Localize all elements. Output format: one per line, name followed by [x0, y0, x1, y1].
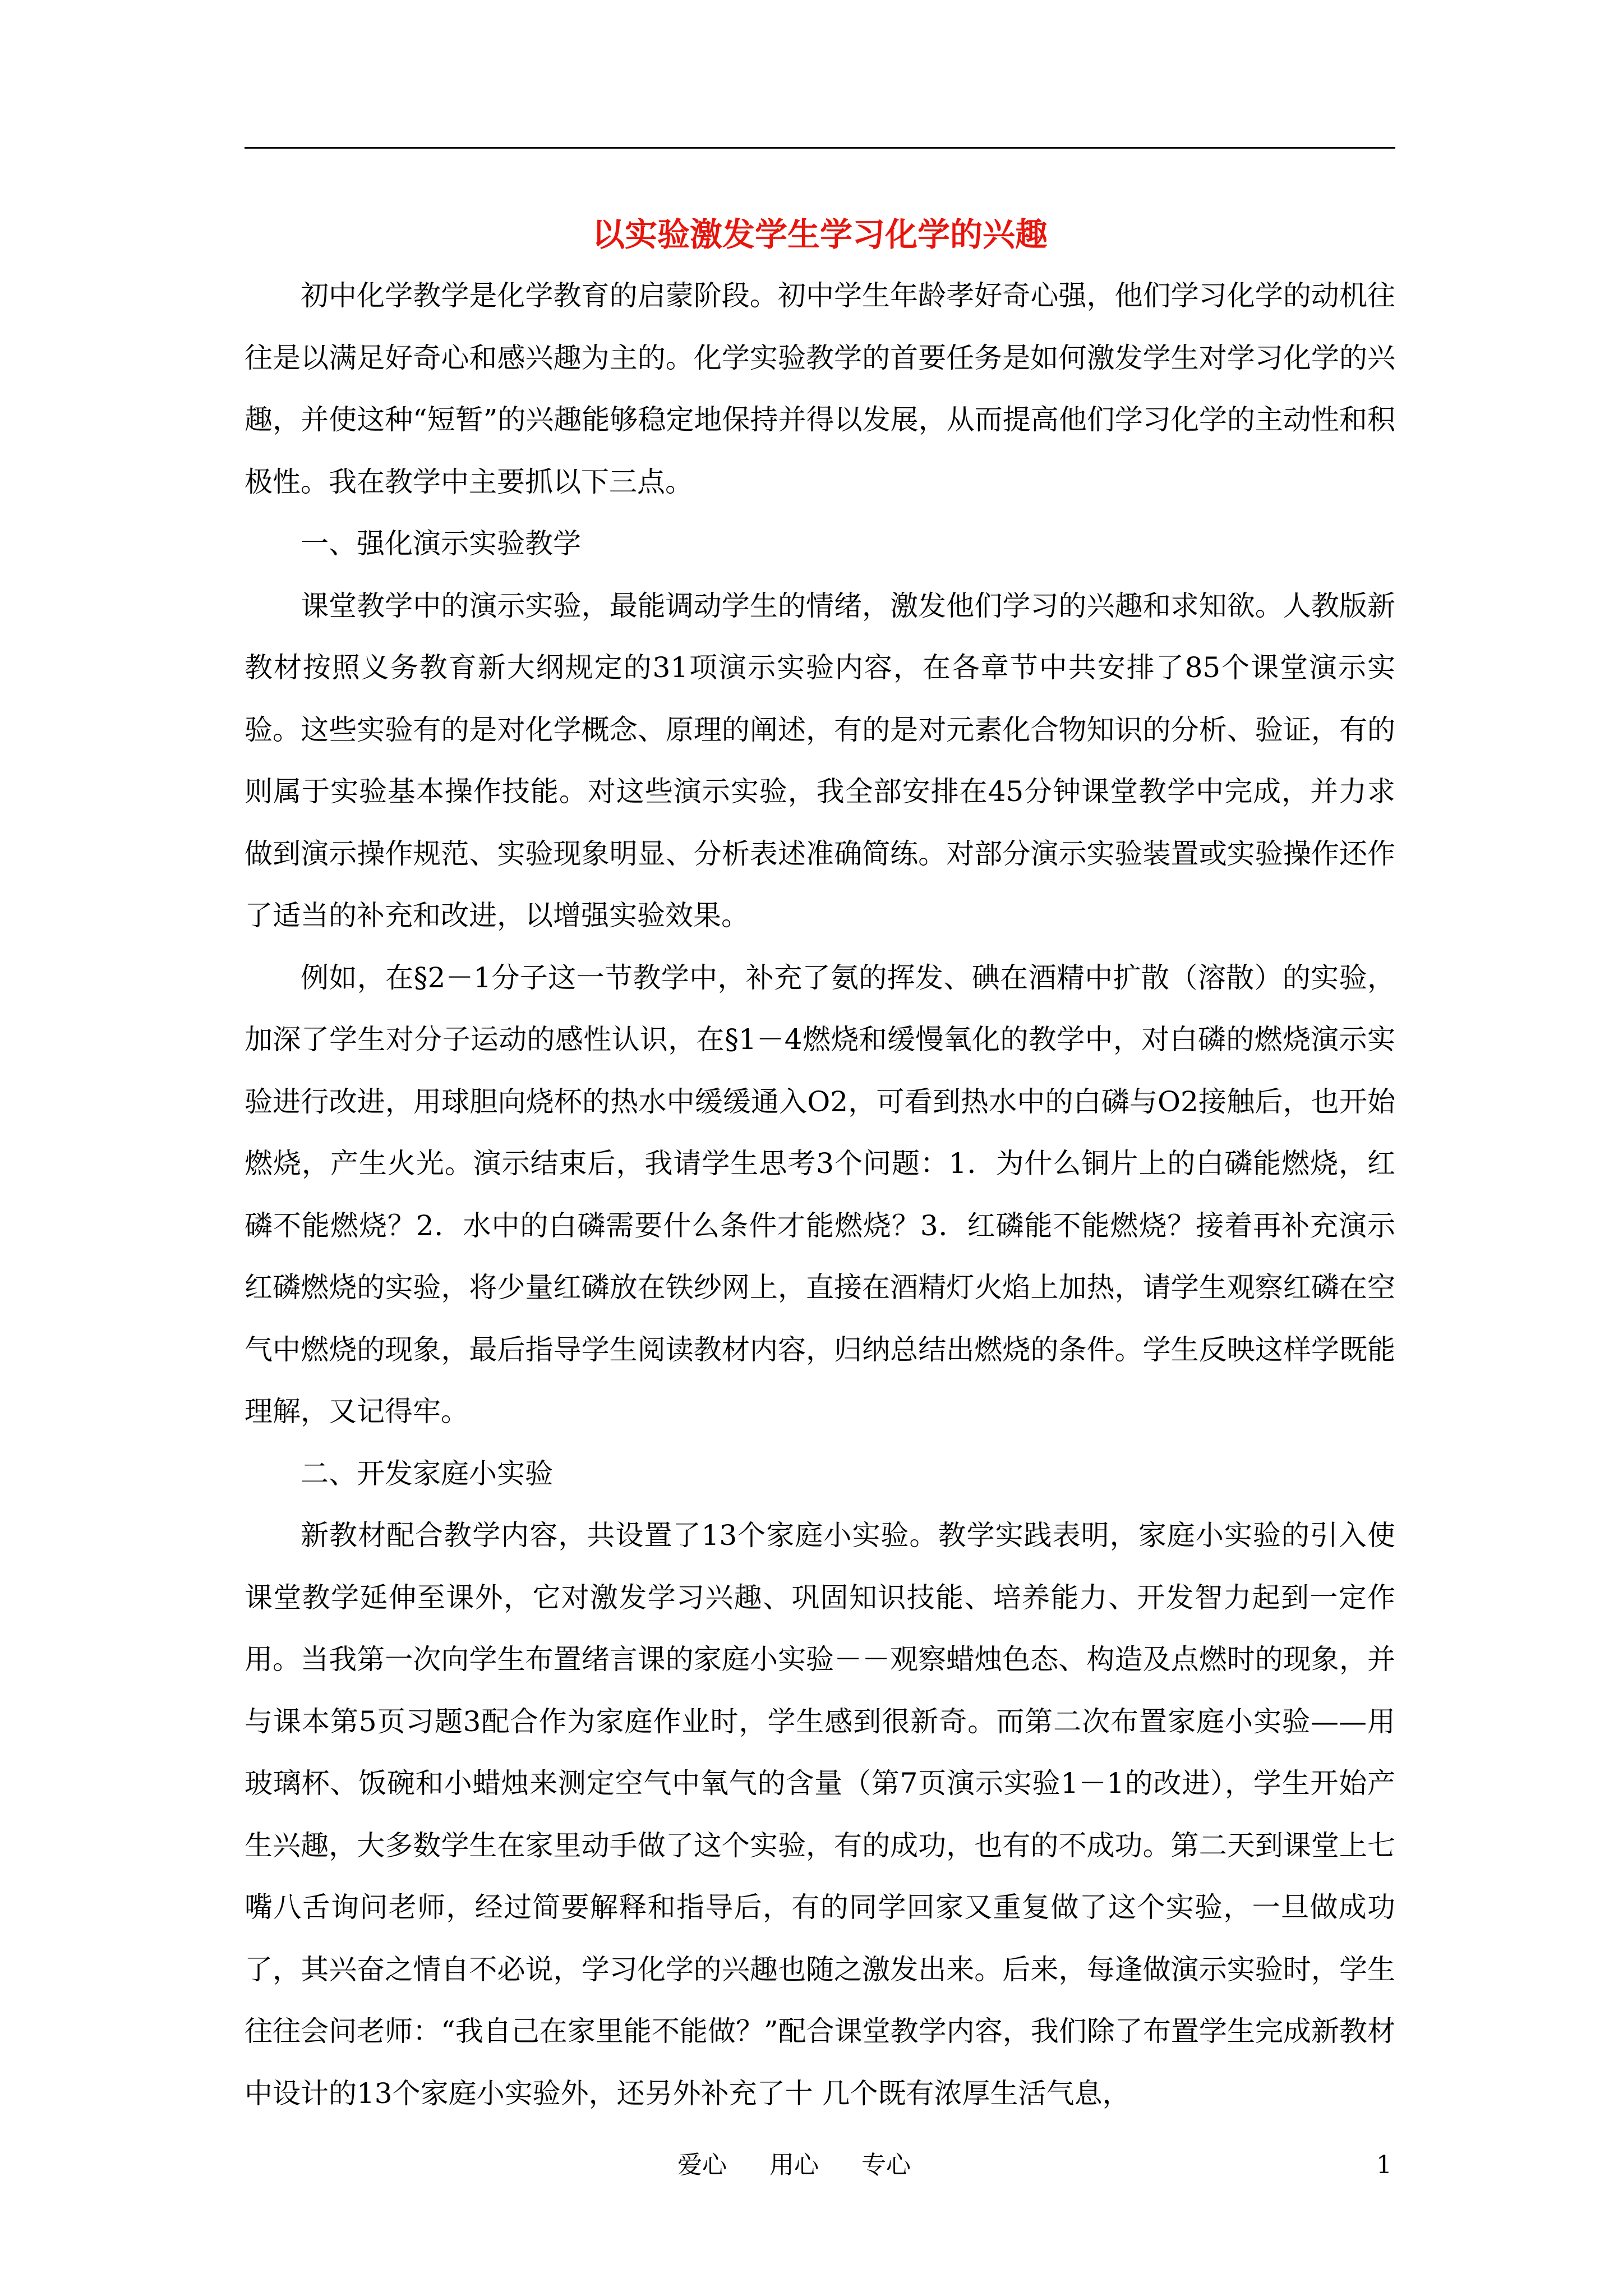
footer-motto: [677, 2148, 953, 2182]
footer-motto-item: 爱心: [677, 2151, 727, 2179]
page-number: 1: [1376, 2151, 1392, 2179]
paragraph-home-experiments: 新教材配合教学内容，共设置了13个家庭小实验。教学实践表明，家庭小实验的引入使课堂教学延伸至课外，它对激发学习兴趣、巩固知识技能、培养能力、开发智力起到一定作用。当我第一次向学生布置绪言课的家庭小实验－－观察蜡烛色态、构造及点燃时的现象，并与课本第5页习题3配合作为家庭作业时，学生感到很新奇。而第二次布置家庭小实验——用玻璃杯、饭碗和小蜡烛来测定空气中氧气的含量（第7页演示实验1－1的改进），学生开始产生兴趣，大多数学生在家里动手做了这个实验，有的成功，也有的不成功。第二天到课堂上七嘴八舌询问老师，经过简要解释和指导后，有的同学回家又重复做了这个实验，一旦做成功了，其兴奋之情自不必说，学习化学的兴趣也随之激发出来。后来，每逢做演示实验时，学生往往会问老师：“我自己在家里能不能做？”配合课堂教学内容，我们除了布置学生完成新教材中设计的13个家庭小实验外，还另外补充了十 几个既有浓厚生活气息，: [245, 1519, 1395, 2110]
header-rule: [245, 147, 1395, 149]
paragraph-example: 例如，在§2－1分子这一节教学中，补充了氨的挥发、碘在酒精中扩散（溶散）的实验，加深了学生对分子运动的感性认识，在§1－4燃烧和缓慢氧化的教学中，对白磷的燃烧演示实验进行改进，用球胆向烧杯的热水中缓缓通入O2，可看到热水中的白磷与O2接触后，也开始燃烧，产生火光。演示结束后，我请学生思考3个问题：1．为什么铜片上的白磷能燃烧，红磷不能燃烧？2．水中的白磷需要什么条件才能燃烧？3．红磷能不能燃烧？接着再补充演示红磷燃烧的实验，将少量红磷放在铁纱网上，直接在酒精灯火焰上加热，请学生观察红磷在空气中燃烧的现象，最后指导学生阅读教材内容，归纳总结出燃烧的条件。学生反映这样学既能理解，又记得牢。: [245, 961, 1395, 1428]
paragraph-intro: 初中化学教学是化学教育的启蒙阶段。初中学生年龄孝好奇心强，他们学习化学的动机往往是以满足好奇心和感兴趣为主的。化学实验教学的首要任务是如何激发学生对学习化学的兴趣，并使这种“短暂”的兴趣能够稳定地保持并得以发展，从而提高他们学习化学的主动性和积极性。我在教学中主要抓以下三点。: [245, 279, 1395, 498]
paragraph-demo-experiments: 课堂教学中的演示实验，最能调动学生的情绪，激发他们学习的兴趣和求知欲。人教版新教材按照义务教育新大纲规定的31项演示实验内容，在各章节中共安排了85个课堂演示实验。这些实验有的是对化学概念、原理的阐述，有的是对元素化合物知识的分析、验证，有的则属于实验基本操作技能。对这些演示实验，我全部安排在45分钟课堂教学中完成，并力求做到演示操作规范、实验现象明显、分析表述准确简练。对部分演示实验装置或实验操作还作了适当的补充和改进，以增强实验效果。: [245, 589, 1395, 932]
document-title: 以实验激发学生学习化学的兴趣: [592, 215, 1048, 254]
section-heading-2: 二、开发家庭小实验: [301, 1457, 553, 1490]
footer-motto-item: 专心: [861, 2151, 911, 2179]
section-heading-1: 一、强化演示实验教学: [301, 527, 581, 560]
page-footer: [0, 2148, 1623, 2188]
document-body: [245, 265, 1395, 2124]
footer-motto-item: 用心: [769, 2151, 819, 2179]
